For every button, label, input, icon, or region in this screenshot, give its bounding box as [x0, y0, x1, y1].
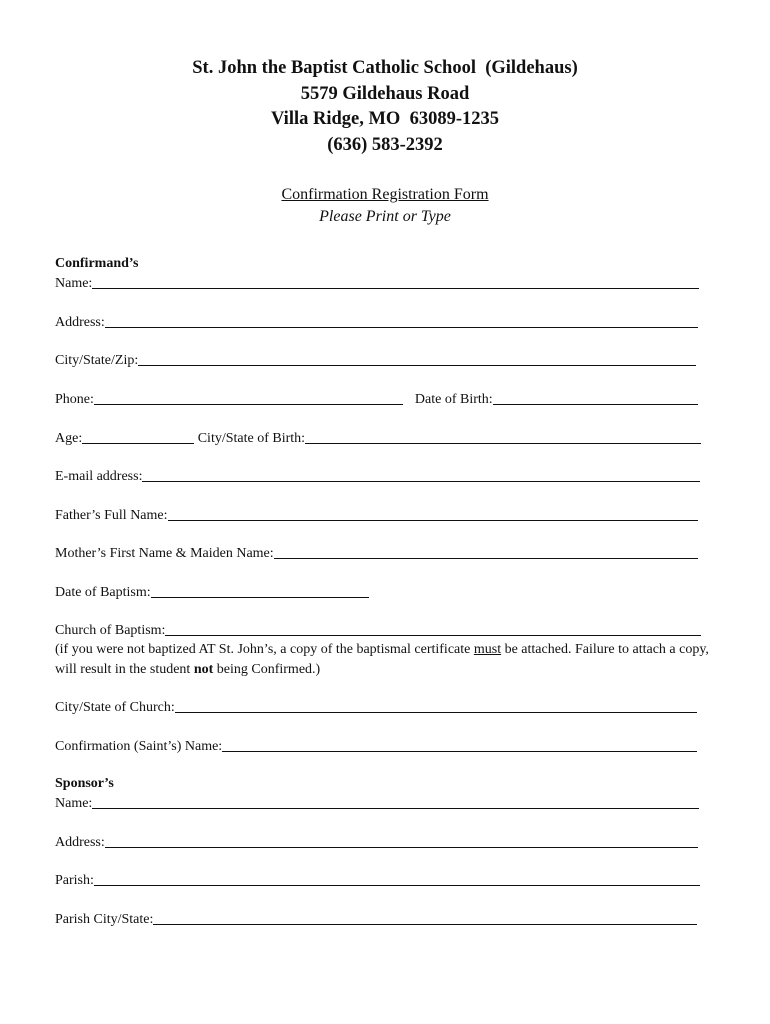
sponsor-parish-city-label: Parish City/State:: [55, 912, 154, 927]
baptism-certificate-note: (if you were not baptized AT St. John’s, a copy of the baptismal certificate must be attached. Failure to attach a copy, will result in the student not being Confirmed.): [55, 642, 709, 677]
sponsor-parish-field[interactable]: [55, 870, 700, 890]
confirmand-dob-label: Date of Birth:: [414, 392, 493, 407]
school-city: Villa Ridge, MO 63089-1235: [271, 109, 499, 129]
sponsor-name-field[interactable]: [55, 793, 699, 813]
baptism-date-line[interactable]: [151, 596, 369, 598]
sponsor-heading: Sponsor’s: [55, 776, 114, 791]
saint-name-label: Confirmation (Saint’s) Name:: [55, 739, 223, 754]
baptism-date-label: Date of Baptism:: [55, 585, 151, 600]
saint-name-line[interactable]: [222, 750, 697, 752]
confirmand-heading: Confirmand’s: [55, 256, 139, 271]
sponsor-address-line[interactable]: [105, 846, 698, 848]
baptism-church-line[interactable]: [165, 634, 701, 636]
sponsor-name-label: Name:: [55, 796, 93, 811]
sponsor-name-line[interactable]: [92, 807, 699, 809]
father-name-line[interactable]: [168, 519, 698, 521]
confirmand-city-state-zip-field[interactable]: [55, 350, 696, 370]
confirmand-name-line[interactable]: [92, 287, 699, 289]
form-title: Confirmation Registration Form: [281, 186, 489, 203]
school-street: 5579 Gildehaus Road: [300, 83, 470, 104]
sponsor-parish-line[interactable]: [94, 884, 700, 886]
confirmand-age-birthplace-row: [55, 428, 701, 448]
must-emphasis: must: [473, 642, 502, 657]
confirmand-email-field[interactable]: [55, 466, 700, 486]
church-city-line[interactable]: [175, 711, 697, 713]
baptism-date-field[interactable]: [55, 582, 369, 602]
church-city-field[interactable]: [55, 697, 697, 717]
confirmand-phone-label: Phone:: [55, 392, 94, 407]
not-emphasis: not: [193, 661, 214, 677]
confirmand-phone-line[interactable]: [94, 403, 403, 405]
form-subtitle: Please Print or Type: [319, 208, 451, 225]
form-title-block: [0, 184, 770, 228]
confirmand-birthplace-line[interactable]: [305, 442, 701, 444]
confirmand-age-label: Age:: [55, 431, 83, 446]
sponsor-parish-city-line[interactable]: [153, 923, 697, 925]
mother-name-field[interactable]: [55, 543, 698, 563]
church-city-label: City/State of Church:: [55, 700, 175, 715]
sponsor-parish-label: Parish:: [55, 873, 94, 888]
confirmand-email-line[interactable]: [142, 480, 700, 482]
confirmand-phone-dob-row: [55, 389, 698, 409]
confirmand-name-label: Name:: [55, 276, 93, 291]
father-name-field[interactable]: [55, 505, 698, 525]
saint-name-field[interactable]: [55, 736, 697, 756]
sponsor-address-label: Address:: [55, 835, 105, 850]
school-header: [0, 56, 770, 158]
confirmand-address-label: Address:: [55, 315, 105, 330]
school-name: St. John the Baptist Catholic School (Gildehaus): [192, 58, 578, 78]
confirmand-age-line[interactable]: [82, 442, 194, 444]
confirmand-dob-line[interactable]: [493, 403, 698, 405]
confirmand-email-label: E-mail address:: [55, 469, 143, 484]
father-name-label: Father’s Full Name:: [55, 508, 168, 523]
confirmand-name-field[interactable]: [55, 273, 699, 293]
baptism-church-field[interactable]: [55, 620, 701, 640]
confirmand-address-line[interactable]: [105, 326, 698, 328]
confirmand-birthplace-label: City/State of Birth:: [194, 431, 306, 446]
mother-name-label: Mother’s First Name & Maiden Name:: [55, 546, 274, 561]
confirmand-city-state-zip-label: City/State/Zip:: [55, 353, 139, 368]
mother-name-line[interactable]: [274, 557, 698, 559]
sponsor-parish-city-field[interactable]: [55, 909, 697, 929]
baptism-church-label: Church of Baptism:: [55, 623, 166, 638]
school-phone: (636) 583-2392: [327, 134, 443, 155]
confirmand-city-state-zip-line[interactable]: [138, 364, 696, 366]
sponsor-address-field[interactable]: [55, 832, 698, 852]
confirmand-address-field[interactable]: [55, 312, 698, 332]
